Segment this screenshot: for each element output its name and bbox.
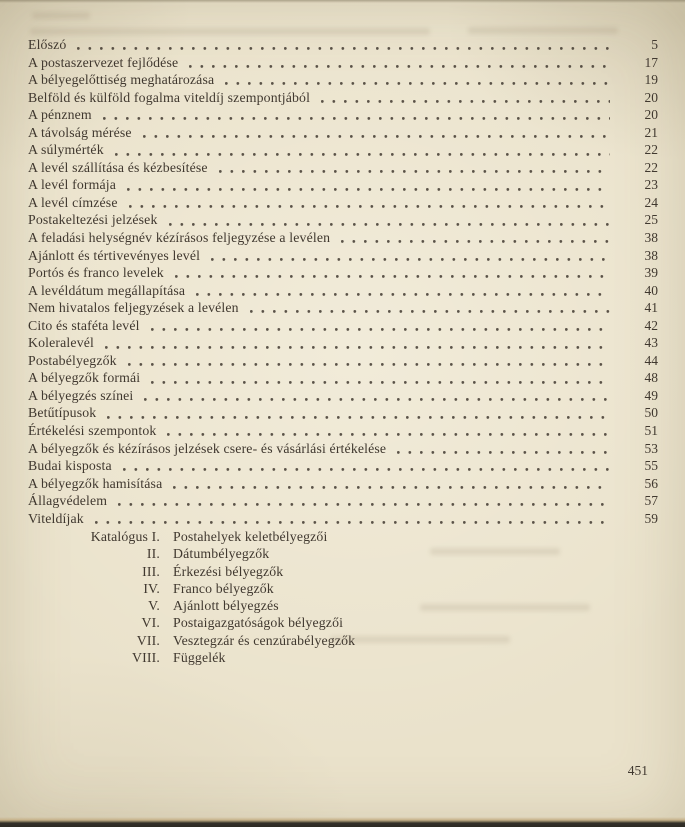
toc-entry-title: A pénznem [28,107,92,123]
dot-leader [217,159,610,177]
dot-leader [209,247,610,265]
toc-entry [28,229,658,247]
dot-leader [125,176,610,194]
toc-entry [28,317,658,335]
toc-entry-page: 39 [644,265,658,281]
toc-entry [28,247,658,265]
toc-entry-title: A levéldátum megállapítása [28,282,186,298]
dot-leader [149,317,610,335]
toc-entry [28,352,658,370]
toc-entry [28,422,658,440]
catalog-item [0,614,500,631]
catalog-item [0,580,500,597]
catalog-item-numeral: VII. [136,632,160,648]
toc-entry-page: 20 [644,107,658,123]
toc-entry-title: Cito és staféta levél [28,317,140,333]
toc-entry-title: A bélyegzők formái [28,370,141,386]
toc-entry [28,334,658,352]
catalog-item-title: Franco bélyegzők [173,580,274,596]
catalog-list [0,528,500,666]
toc-entry-title: Értékelési szempontok [28,423,157,439]
catalog-item-title: Vesztegzár és cenzúrabélyegzők [173,632,356,648]
toc-entry-title: Nem hivatalos feljegyzések a levélen [28,300,239,316]
toc-entry-title: Budai kisposta [28,458,112,474]
dot-leader [103,334,610,352]
catalog-item [0,597,500,614]
page-top-edge [0,0,685,3]
toc-entry-title: A levél formája [28,177,117,193]
toc-entry-title: Postakeltezési jelzések [28,212,158,228]
toc-entry-page: 53 [644,440,658,456]
toc-entry [28,194,658,212]
toc-entry [28,89,658,107]
bleed-through-smudge [468,27,618,34]
catalog-item [0,563,500,580]
toc-entry-title: Ajánlott és tértivevényes levél [28,247,201,263]
toc-entry [28,457,658,475]
toc-entry-page: 51 [644,423,658,439]
catalog-item-title: Érkezési bélyegzők [173,563,284,579]
toc-entry-title: A feladási helységnév kézírásos feljegyzése a levélen [28,230,331,246]
catalog-item-title: Függelék [173,650,226,666]
dot-leader [187,54,610,72]
toc-entry-title: A postaszervezet fejlődése [28,54,179,70]
toc-entry [28,282,658,300]
toc-entry [28,176,658,194]
toc-entry [28,106,658,124]
toc-entry-title: Előszó [28,37,67,52]
toc-entry-title: A bélyegzők hamisítása [28,475,163,491]
dot-leader [223,71,610,89]
toc-entry [28,387,658,405]
toc-entry-title: A távolság mérése [28,124,132,140]
toc-entry-page: 24 [644,194,658,210]
catalog-item-numeral: III. [142,563,160,579]
catalog-item [0,649,500,666]
catalog-item-numeral: II. [146,546,160,562]
toc-entry-page: 5 [651,37,658,52]
dot-leader [171,475,610,493]
dot-leader [121,457,610,475]
toc-entry [28,299,658,317]
toc-entry [28,492,658,510]
toc-entry [28,36,658,54]
toc-entry-title: A bélyegzők és kézírásos jelzések csere- és vásárlási értékelése [28,440,387,456]
toc-entry-page: 40 [644,282,658,298]
toc-entry-title: A levél szállítása és kézbesítése [28,159,208,175]
catalog-item-numeral: V. [148,598,160,614]
toc-entry-title: Belföld és külföld fogalma viteldíj szempontjából [28,89,311,105]
dot-leader [165,422,610,440]
catalog-item [0,632,500,649]
dot-leader [173,264,610,282]
dot-leader [75,36,610,54]
dot-leader [167,211,611,229]
dot-leader [113,141,610,159]
dot-leader [141,124,610,142]
catalog-item-title: Dátumbélyegzők [173,546,270,562]
table-of-contents [28,36,658,527]
toc-entry-title: A bélyegelőttiség meghatározása [28,72,215,88]
toc-entry [28,124,658,142]
toc-entry [28,54,658,72]
toc-entry-page: 59 [644,510,658,526]
toc-entry-page: 20 [644,89,658,105]
catalog-item-title: Ajánlott bélyegzés [173,598,279,614]
dot-leader [127,194,610,212]
toc-entry-page: 22 [644,159,658,175]
toc-entry [28,510,658,528]
dot-leader [248,299,610,317]
toc-entry-page: 56 [644,475,658,491]
toc-entry-page: 57 [644,493,658,509]
toc-entry [28,369,658,387]
toc-entry-page: 22 [644,142,658,158]
toc-entry [28,475,658,493]
page-number: 451 [627,763,648,778]
bleed-through-smudge [30,28,430,35]
toc-entry-page: 41 [644,300,658,316]
page-bottom-edge [0,817,685,827]
toc-entry-page: 25 [644,212,658,228]
toc-entry-title: A levél címzése [28,194,118,210]
dot-leader [395,440,610,458]
dot-leader [142,387,610,405]
catalog-item [0,545,500,562]
toc-entry-title: Viteldíjak [28,510,84,526]
toc-entry [28,264,658,282]
toc-entry-page: 50 [644,405,658,421]
catalog-item-numeral: VI. [141,615,160,631]
toc-entry [28,159,658,177]
toc-entry-title: Koleralevél [28,335,94,351]
toc-entry [28,211,658,229]
toc-entry-page: 38 [644,247,658,263]
catalog-item-numeral: VIII. [132,650,160,666]
bleed-through-smudge [32,12,90,19]
toc-entry [28,404,658,422]
dot-leader [194,282,610,300]
catalog-item [0,528,500,545]
catalog-item-numeral: Katalógus I. [90,529,160,544]
toc-entry-page: 55 [644,458,658,474]
toc-entry-page: 49 [644,387,658,403]
toc-entry-title: Állagvédelem [28,493,108,509]
dot-leader [126,352,610,370]
dot-leader [93,510,610,528]
toc-entry-page: 23 [644,177,658,193]
toc-entry-page: 43 [644,335,658,351]
toc-entry-title: A bélyegzés színei [28,387,134,403]
toc-entry-page: 38 [644,230,658,246]
toc-entry-title: Postabélyegzők [28,352,117,368]
toc-entry-title: Betűtípusok [28,405,97,421]
catalog-item-title: Postaigazgatóságok bélyegzői [173,615,344,631]
dot-leader [105,404,610,422]
dot-leader [339,229,610,247]
toc-entry [28,71,658,89]
catalog-item-numeral: IV. [143,580,160,596]
toc-entry [28,440,658,458]
toc-entry-title: Portós és franco levelek [28,265,164,281]
toc-entry-page: 44 [644,352,658,368]
dot-leader [116,492,610,510]
toc-entry-page: 48 [644,370,658,386]
toc-entry-page: 21 [644,124,658,140]
toc-entry-page: 19 [644,72,658,88]
toc-entry [28,141,658,159]
dot-leader [149,369,610,387]
catalog-item-title: Postahelyek keletbélyegzői [173,529,328,544]
toc-entry-title: A súlymérték [28,142,104,158]
toc-entry-page: 17 [644,54,658,70]
dot-leader [319,89,610,107]
dot-leader [101,106,610,124]
toc-entry-page: 42 [644,317,658,333]
